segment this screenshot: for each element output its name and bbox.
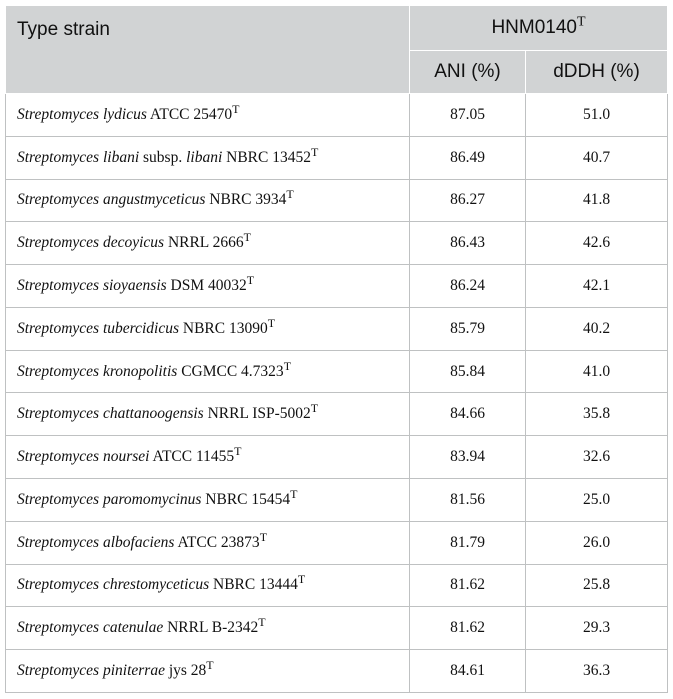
- type-strain-sup: T: [246, 272, 255, 287]
- strain-code: CGMCC 4.7323: [177, 362, 284, 380]
- strain-name-cell: [6, 521, 410, 564]
- strain-code: NBRC 3934: [205, 191, 287, 209]
- strain-code: NBRC 13444: [209, 576, 298, 594]
- dddh-value: 51.0: [526, 94, 668, 137]
- strain-code: ATCC 11455: [149, 448, 235, 466]
- table-row: [6, 179, 668, 222]
- strain-comparison-table: [5, 5, 668, 693]
- ani-value: 83.94: [410, 436, 526, 479]
- strain-name-cell: [6, 479, 410, 522]
- strain-code: NRRL ISP-5002: [203, 405, 311, 423]
- strain-name-cell: [6, 222, 410, 265]
- table-row: [6, 521, 668, 564]
- ani-value: 81.62: [410, 607, 526, 650]
- subspecies-marker: subsp.: [139, 148, 187, 166]
- ani-value: 81.56: [410, 479, 526, 522]
- table-row: [6, 136, 668, 179]
- ani-value: 85.84: [410, 350, 526, 393]
- ani-value: 86.24: [410, 265, 526, 308]
- strain-code: NBRC 15454: [201, 490, 291, 508]
- type-strain-sup: T: [283, 358, 292, 373]
- species-name: kronopolitis: [102, 362, 178, 380]
- dddh-value: 25.0: [526, 479, 668, 522]
- dddh-value: 25.8: [526, 564, 668, 607]
- subspecies-name: libani: [186, 148, 223, 166]
- type-strain-sup: T: [259, 529, 268, 544]
- genus-name: Streptomyces: [17, 319, 100, 337]
- genus-name: Streptomyces: [17, 533, 100, 551]
- species-name: tubercidicus: [102, 319, 179, 337]
- ani-value: 81.79: [410, 521, 526, 564]
- ani-value: 81.62: [410, 564, 526, 607]
- genus-name: Streptomyces: [17, 191, 100, 209]
- dddh-value: 26.0: [526, 521, 668, 564]
- ani-value: 85.79: [410, 307, 526, 350]
- type-strain-sup: T: [243, 230, 251, 245]
- strain-name-cell: [6, 307, 410, 350]
- strain-code: jys 28: [164, 662, 207, 680]
- table-row: [6, 564, 668, 607]
- dddh-value: 36.3: [526, 650, 668, 693]
- type-strain-sup: T: [286, 187, 294, 202]
- strain-name-cell: [6, 265, 410, 308]
- dddh-value: 40.7: [526, 136, 668, 179]
- genus-name: Streptomyces: [17, 619, 100, 637]
- dddh-value: 40.2: [526, 307, 668, 350]
- genus-name: Streptomyces: [17, 234, 100, 252]
- type-strain-sup: T: [297, 572, 306, 587]
- table-row: [6, 479, 668, 522]
- table-row: [6, 222, 668, 265]
- dddh-value: 41.0: [526, 350, 668, 393]
- ani-value: 87.05: [410, 94, 526, 137]
- species-name: catenulae: [102, 619, 164, 637]
- ani-value: 86.27: [410, 179, 526, 222]
- strain-name-cell: [6, 136, 410, 179]
- species-name: libani: [102, 148, 140, 166]
- genus-name: Streptomyces: [17, 490, 100, 508]
- species-name: piniterrae: [102, 662, 165, 680]
- species-name: chrestomyceticus: [102, 576, 210, 594]
- strain-name-cell: [6, 607, 410, 650]
- strain-code: NBRC 13090: [179, 319, 268, 337]
- ani-value: 84.66: [410, 393, 526, 436]
- type-strain-sup: T: [310, 401, 319, 416]
- strain-name-cell: [6, 350, 410, 393]
- strain-name-cell: [6, 393, 410, 436]
- table-row: [6, 650, 668, 693]
- species-name: paromomycinus: [102, 490, 202, 508]
- strain-code: ATCC 23873: [174, 533, 260, 551]
- header-reference-label: HNM0140: [491, 17, 577, 38]
- genus-name: Streptomyces: [17, 148, 100, 166]
- strain-name-cell: [6, 179, 410, 222]
- species-name: albofaciens: [102, 533, 175, 551]
- table-row: [6, 94, 668, 137]
- dddh-value: 29.3: [526, 607, 668, 650]
- type-strain-sup: T: [258, 615, 266, 630]
- genus-name: Streptomyces: [17, 405, 100, 423]
- type-strain-sup: T: [267, 315, 276, 330]
- genus-name: Streptomyces: [17, 662, 100, 680]
- genus-name: Streptomyces: [17, 277, 100, 295]
- type-strain-sup: T: [232, 101, 240, 116]
- header-dddh: dDDH (%): [526, 51, 668, 94]
- table-row: [6, 393, 668, 436]
- ani-value: 86.49: [410, 136, 526, 179]
- table-row: [6, 265, 668, 308]
- strain-name-cell: [6, 436, 410, 479]
- type-strain-sup: T: [290, 486, 298, 501]
- header-reference-sup: T: [577, 14, 586, 30]
- dddh-value: 35.8: [526, 393, 668, 436]
- genus-name: Streptomyces: [17, 362, 100, 380]
- strain-name-cell: [6, 94, 410, 137]
- type-strain-sup: T: [310, 144, 319, 159]
- species-name: lydicus: [102, 105, 147, 123]
- table-row: [6, 436, 668, 479]
- genus-name: Streptomyces: [17, 105, 100, 123]
- table-body: [6, 94, 668, 693]
- header-reference-strain: [410, 6, 668, 51]
- strain-code: NBRC 13452: [222, 148, 311, 166]
- type-strain-sup: T: [234, 443, 242, 458]
- species-name: sioyaensis: [102, 277, 167, 295]
- genus-name: Streptomyces: [17, 448, 100, 466]
- strain-code: NRRL B-2342: [163, 619, 259, 637]
- strain-name-cell: [6, 650, 410, 693]
- header-type-strain: Type strain: [6, 6, 410, 94]
- species-name: decoyicus: [102, 234, 165, 252]
- table-row: [6, 350, 668, 393]
- table-row: [6, 307, 668, 350]
- ani-value: 86.43: [410, 222, 526, 265]
- species-name: chattanoogensis: [102, 405, 204, 423]
- dddh-value: 41.8: [526, 179, 668, 222]
- genus-name: Streptomyces: [17, 576, 100, 594]
- strain-code: ATCC 25470: [146, 105, 233, 123]
- table-header: [6, 6, 668, 94]
- species-name: angustmyceticus: [102, 191, 206, 209]
- species-name: noursei: [102, 448, 150, 466]
- dddh-value: 42.6: [526, 222, 668, 265]
- table-row: [6, 607, 668, 650]
- type-strain-sup: T: [206, 657, 214, 672]
- dddh-value: 32.6: [526, 436, 668, 479]
- strain-code: DSM 40032: [166, 277, 247, 295]
- strain-code: NRRL 2666: [164, 234, 244, 252]
- header-ani: ANI (%): [410, 51, 526, 94]
- dddh-value: 42.1: [526, 265, 668, 308]
- ani-value: 84.61: [410, 650, 526, 693]
- strain-name-cell: [6, 564, 410, 607]
